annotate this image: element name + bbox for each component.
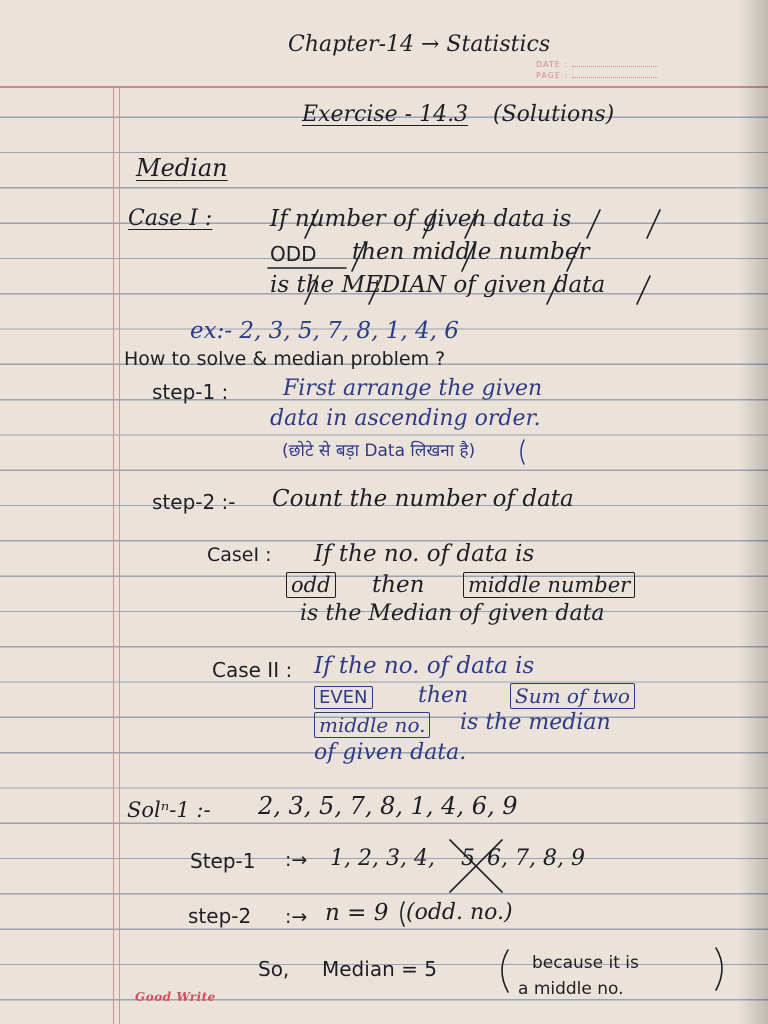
caseI-line1: If the no. of data is [314, 541, 535, 567]
case1-label: Case I : [128, 206, 213, 231]
step1-line2: data in ascending order. [270, 406, 541, 431]
case1-odd: ODD [270, 242, 317, 266]
ink-slash [567, 243, 580, 271]
sol-step1-right: 6, 7, 8, 9 [487, 846, 585, 871]
because-line1: because it is [532, 953, 639, 973]
sol-step1-left: 1, 2, 3, 4, [330, 846, 435, 871]
caseI-then: then [372, 572, 425, 598]
notebook-brand-logo: Good Write [135, 990, 216, 1004]
ink-bracket [502, 950, 508, 992]
sol-step2-arrow: :→ [285, 906, 308, 928]
step2-label: step-2 :- [152, 490, 236, 514]
caseI-odd: odd [286, 572, 336, 598]
case1-line3: is the MEDIAN of given data [270, 272, 606, 298]
caseII-label: Case II : [212, 658, 293, 682]
caseII-line1: If the no. of data is [314, 653, 535, 679]
ink-slash [587, 210, 600, 238]
solution-data: 2, 3, 5, 7, 8, 1, 4, 6, 9 [258, 792, 518, 820]
ink-slash [462, 243, 475, 271]
caseII-line2b: is the median [460, 710, 611, 735]
solutions-label: (Solutions) [493, 102, 615, 127]
ink-slash [352, 243, 365, 271]
sol-step1-middle: 5 [461, 846, 475, 871]
ink-slash [305, 276, 318, 304]
ink-slash [637, 276, 650, 304]
solution-label: Solⁿ-1 :- [127, 798, 211, 822]
because-line2: a middle no. [518, 979, 624, 999]
ink-slash [423, 210, 436, 238]
step1-line1: First arrange the given [283, 376, 543, 401]
ink-slash [305, 210, 318, 238]
ink-bracket [716, 948, 722, 990]
ink-slash [547, 276, 560, 304]
step1-label: step-1 : [152, 380, 229, 404]
caseII-sum: Sum of two [510, 683, 635, 709]
case1-line1: If number of given data is [270, 206, 572, 232]
ink-slash [465, 210, 478, 238]
ink-bracket [401, 902, 404, 926]
page-field: PAGE : [536, 71, 658, 80]
exercise-title: Exercise - 14.3 [302, 102, 469, 127]
sol-step2-label: step-2 [188, 904, 252, 928]
caseII-even: EVEN [314, 686, 373, 709]
date-field: DATE : [536, 60, 658, 69]
step2-text: Count the number of data [272, 486, 574, 512]
caseI-line3: is the Median of given data [300, 601, 605, 626]
caseII-then: then [418, 683, 469, 708]
caseII-middle-no: middle no. [314, 712, 430, 738]
caseI-label: CaseI : [207, 544, 272, 566]
ink-slash [647, 210, 660, 238]
howto-question: How to solve & median problem ? [124, 348, 446, 370]
median-result: Median = 5 [322, 957, 437, 981]
sol-step2-note: (odd. no.) [406, 900, 513, 925]
step1-line3-hindi: (छोटे से बड़ा Data लिखना है) [282, 441, 476, 461]
chapter-title: Chapter-14 → Statistics [288, 32, 551, 57]
sol-step2-n: n = 9 [325, 900, 389, 926]
ink-bracket [521, 440, 524, 464]
caseI-middle-number: middle number [463, 572, 635, 598]
ink-slash [369, 276, 382, 304]
caseII-line3: of given data. [314, 740, 467, 765]
case1-line2: then middle number [352, 239, 590, 265]
median-heading: Median [136, 154, 228, 182]
so-label: So, [258, 957, 290, 981]
sol-step1-label: Step-1 [190, 849, 256, 873]
sol-step1-arrow: :→ [285, 849, 308, 871]
example-data: ex:- 2, 3, 5, 7, 8, 1, 4, 6 [190, 318, 459, 344]
